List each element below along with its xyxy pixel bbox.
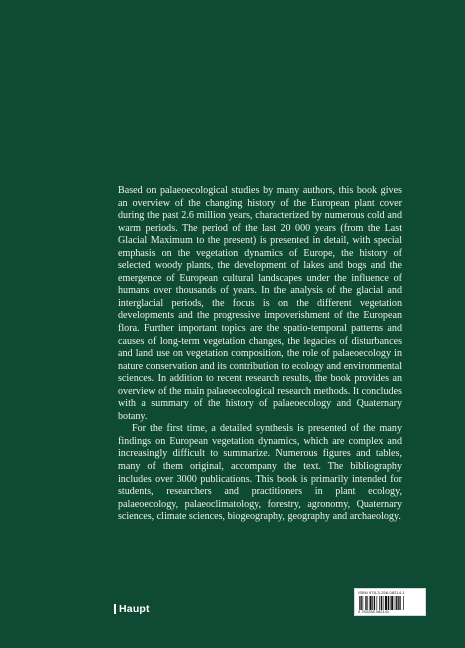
ean-digits: 9 783258 082141 <box>358 610 390 614</box>
isbn-label: ISBN 978-3-258-08214-1 <box>358 591 405 595</box>
cover-blurb <box>118 185 402 524</box>
publisher-name: Haupt <box>119 603 150 615</box>
blurb-paragraph-2: For the first time, a detailed synthesis is presented of the many findings on European vegetation dynamics, which are complex and increasingly difficult to summarize. Numerous figures and tables, many of them original, accompany the text. The bibliography includes over 3000 publications. This book is primarily intended for students, researchers and practitioners in plant ecology, palaeoecology, palaeoclimatology, forestry, agronomy, Quaternary sciences, climate sciences, biogeography, geography and archaeology. <box>118 423 402 523</box>
isbn-barcode <box>354 588 426 616</box>
barcode-icon <box>358 596 422 610</box>
blurb-paragraph-1: Based on palaeoecological studies by many authors, this book gives an overview of the changing history of the European plant cover during the past 2.6 million years, characterized by numerous cold and warm periods. The period of the last 20 000 years (from the Last Glacial Maximum to the present) is presented in detail, with special emphasis on the vegetation dynamics of Europe, the history of selected woody plants, the development of lakes and bogs and the emergence of European cultural landscapes under the influence of humans over thousands of years. In the analysis of the glacial and interglacial periods, the focus is on the different vegetation developments and the progressive impoverishment of the European flora. Further important topics are the spatio-temporal patterns and causes of long-term vegetation changes, the legacies of disturbances and land use on vegetation composition, the role of palaeoecology in nature conservation and its contribution to ecology and environmental sciences. In addition to recent research results, the book provides an overview of the main palaeoecological research methods. It concludes with a summary of the history of palaeoecology and Quaternary botany. <box>118 185 402 422</box>
publisher-bar-icon <box>114 604 116 614</box>
publisher-logo <box>114 603 150 615</box>
